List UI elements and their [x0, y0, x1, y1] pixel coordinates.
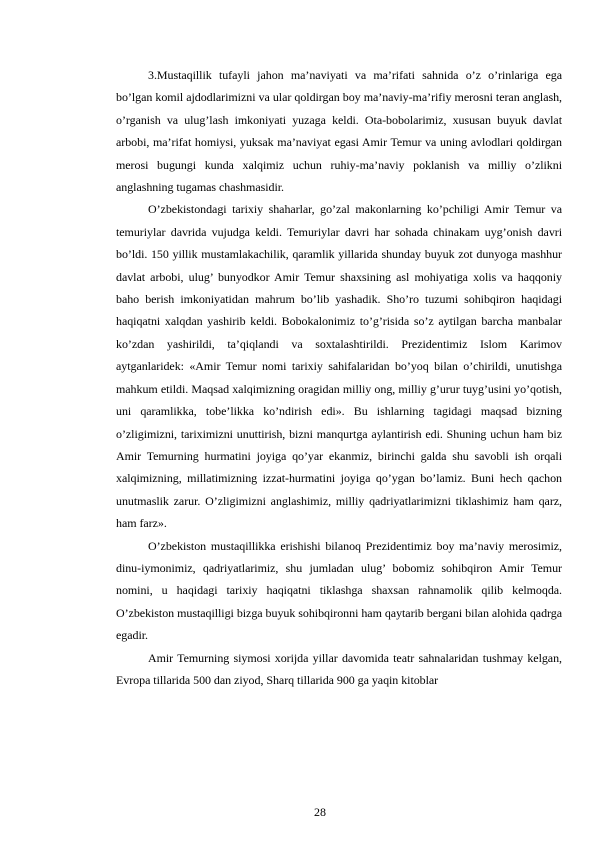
- page-number: 28: [314, 805, 326, 819]
- paragraph-4: Amir Temurning siymosi xorijda yillar davomida teatr sahnalaridan tushmay kelgan, Evropa tillarida 500 dan ziyod, Sharq tillarida 900 ga yaqin kitoblar: [116, 650, 562, 687]
- paragraph-3: O’zbekiston mustaqillikka erishishi bilanoq Prezidentimiz boy ma’naviy merosimiz, dinu-iymonimiz, qadriyatlarimiz, shu jumladan ulug’ bobomiz sohibqiron Amir Temur nomini, u haqidagi tarixiy haqiqatni tiklashga shaxsan rahnamolik qilib kelmoqda. O’zbekiston mustaqilligi bizga buyuk sohibqironni ham qaytarib bergani bilan alohida qadrga egadir.: [116, 538, 562, 643]
- body-text: [116, 64, 562, 691]
- paragraph-1: 3.Mustaqillik tufayli jahon ma’naviyati va ma’rifati sahnida o’z o’rinlariga ega bo’lgan komil ajdodlarimizni va ular qoldirgan boy ma’naviy-ma’rifiy merosni teran anglash, o’rganish va ulug’lash imkoniyati yuzaga keldi. Ota-bobolarimiz, xususan buyuk davlat arbobi, ma’rifat homiysi, yuksak ma’naviyat egasi Amir Temur va uning avlodlari qoldirgan merosi bugungi kunda xalqimiz uchun ruhiy-ma’naviy poklanish va milliy o’zlikni anglashning tugamas chashmasidir.: [116, 68, 562, 195]
- paragraph-2: O’zbekistondagi tarixiy shaharlar, go’zal makonlarning ko’pchiligi Amir Temur va temuriylar davrida vujudga keldi. Temuriylar davri har sohada chinakam uyg’onish davri bo’ldi. 150 yillik mustamlakachilik, qaramlik yillarida shunday buyuk zot dunyoga mashhur davlat arbobi, ulug’ bunyodkor Amir Temur shaxsining asl mohiyatiga xolis va haqqoniy baho berish imkoniyatidan mahrum bo’lib yashadik. Sho’ro tuzumi sohibqiron haqidagi haqiqatni xalqdan yashirib keldi. Bobokalonimiz to’g’risida so’z aytilgan barcha manbalar ko’zdan yashirildi, ta’qiqlandi va soxtalashtirildi. Prezidentimiz Islom Karimov aytganlaridek: «Amir Temur nomi tarixiy sahifalaridan bo’yoq bilan o’chirildi, unutishga mahkum etildi. Maqsad xalqimizning oragidan milliy ong, milliy g’urur tuyg’usini yo’qotish, uni qaramlikka, tobe’likka ko’ndirish edi». Bu ishlarning tagidagi maqsad bizning o’zligimizni, tariximizni unuttirish, bizni manqurtga aylantirish edi. Shuning uchun ham biz Amir Temurning hurmatini joyiga qo’yar ekanmiz, birinchi galda shu savobli ish orqali xalqimizning, millatimizning izzat-hurmatini joyiga qo’ygan bo’lamiz. Buni hech qachon unutmaslik zarur. O’zligimizni anglashimiz, milliy qadriyatlarimizni tiklashimiz ham qarz, ham farz».: [116, 202, 562, 531]
